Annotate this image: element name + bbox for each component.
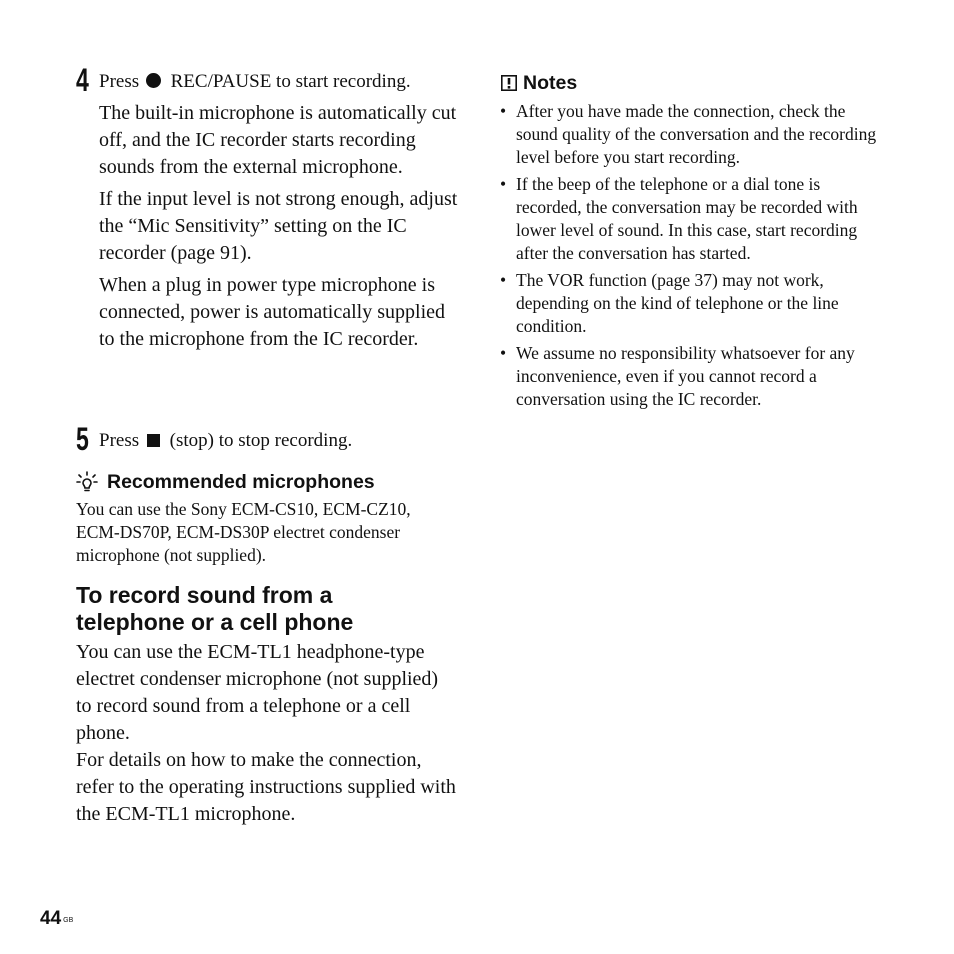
- step4-paragraph: When a plug in power type microphone is connected, power is automatically supplied to the microphone from the IC recorder.: [99, 274, 446, 350]
- notes-list: [500, 100, 878, 415]
- section-paragraph: You can use the ECM-TL1 headphone-type electret condenser microphone (not supplied) to record sound from a telephone or a cell phone.: [76, 641, 439, 744]
- notes-title: Notes: [523, 72, 578, 94]
- note-item: [500, 342, 878, 411]
- note-warning-icon: [501, 75, 517, 91]
- hint-text: You can use the Sony ECM-CS10, ECM-CZ10, ECM-DS70P, ECM-DS30P electret condenser microphone (not supplied).: [76, 499, 411, 565]
- bullet: •: [500, 270, 507, 290]
- note-text: If the beep of the telephone or a dial tone is recorded, the conversation may be recorded with lower level of sound. In this case, start recording after the conversation has started.: [516, 174, 858, 263]
- lightbulb-hint-icon: [76, 471, 98, 493]
- hint-title: Recommended microphones: [107, 471, 375, 493]
- page-number-value: 44: [40, 908, 62, 929]
- step5-instruction: [99, 430, 352, 452]
- step4-body: [99, 100, 459, 353]
- note-item: [500, 269, 878, 338]
- bullet: •: [500, 343, 507, 363]
- bullet: •: [500, 174, 507, 194]
- section-paragraph: For details on how to make the connection, refer to the operating instructions supplied with the ECM-TL1 microphone.: [76, 749, 456, 825]
- step4-action: REC/PAUSE to start recording.: [170, 71, 411, 92]
- section-body: [76, 639, 458, 828]
- section-heading: To record sound from a telephone or a cell phone: [76, 582, 354, 635]
- step5-prefix: Press: [99, 430, 140, 451]
- bullet: •: [500, 101, 507, 121]
- stop-square-icon: [147, 434, 160, 447]
- note-item: [500, 100, 878, 169]
- step-number-5: 5: [76, 421, 89, 457]
- note-text: We assume no responsibility whatsoever for any inconvenience, even if you cannot record a conversation using the IC recorder.: [516, 343, 855, 409]
- step-number-4: 4: [76, 62, 89, 98]
- step4-prefix: Press: [99, 71, 140, 92]
- note-item: [500, 173, 878, 265]
- page-number-suffix: GB: [63, 917, 74, 924]
- page-number: [40, 908, 73, 930]
- note-text: After you have made the connection, check the sound quality of the conversation and the recording level before you start recording.: [516, 101, 877, 167]
- step4-paragraph: If the input level is not strong enough, adjust the “Mic Sensitivity” setting on the IC recorder (page 91).: [99, 188, 458, 264]
- note-text: The VOR function (page 37) may not work, depending on the kind of telephone or the line condition.: [516, 270, 839, 336]
- step4-paragraph: The built-in microphone is automatically cut off, and the IC recorder starts recording sounds from the external microphone.: [99, 102, 457, 178]
- step4-instruction: [99, 71, 411, 93]
- record-dot-icon: [146, 73, 161, 88]
- step5-action: (stop) to stop recording.: [169, 430, 353, 451]
